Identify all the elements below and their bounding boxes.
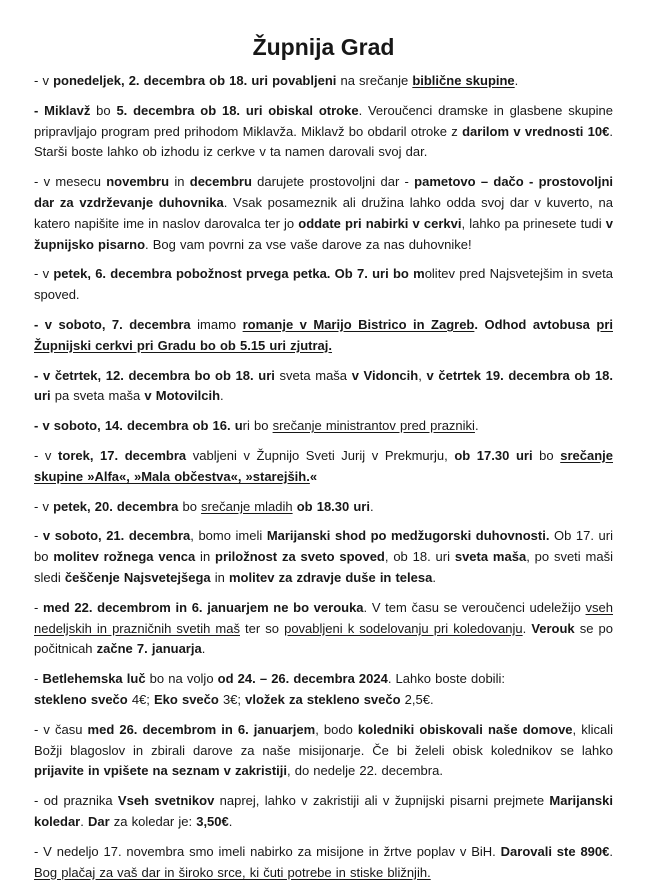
text-run: bo na voljo <box>145 671 218 687</box>
paragraph <box>34 315 613 357</box>
text-run: , do nedelje 22. decembra. <box>287 763 443 779</box>
text-run: - v <box>34 73 54 88</box>
text-run: - Miklavž <box>34 102 91 118</box>
text-run: , klicali Božji blagoslov in zbirali darove za naše misijonarje. Če bi želeli obisk kolednikov se lahko <box>34 721 614 758</box>
text-run: in <box>169 174 190 190</box>
text-run: - <box>34 528 43 544</box>
paragraph <box>34 416 613 437</box>
text-run: ob 18.30 uri <box>296 498 370 514</box>
paragraph <box>34 842 613 883</box>
text-run: , po sveti maši sledi <box>34 549 613 585</box>
text-run: ponedeljek, 2. decembra ob 18. uri povabljeni <box>53 73 337 88</box>
text-run: v Vidoncih <box>351 367 419 383</box>
text-run: - v soboto, 7. decembra <box>34 316 191 332</box>
text-run: - v soboto, 14. decembra ob 16. u <box>34 418 243 434</box>
text-run: vabljeni v Župnijo Sveti Jurij v Prekmurju, <box>186 447 455 463</box>
text-run: Verouk <box>531 620 575 636</box>
paragraph <box>34 264 613 306</box>
text-run: - v <box>34 498 54 514</box>
text-run: bo <box>90 102 117 118</box>
text-run: 2,5€. <box>400 691 434 707</box>
text-run: . <box>201 641 206 657</box>
text-run: - v <box>34 266 54 282</box>
text-run: . <box>514 73 519 88</box>
paragraph <box>34 497 613 518</box>
text-run: Marijanski shod po medžugorski duhovnosti. <box>266 528 550 544</box>
text-run: ob 17.30 uri <box>454 447 533 463</box>
text-run: 4€; <box>127 691 155 707</box>
text-run: prijavite in vpišete na seznam v zakristiji <box>34 763 287 779</box>
text-run: sveta maša <box>454 549 527 565</box>
text-run: stekleno svečo <box>34 691 128 707</box>
text-run: začne 7. januarja <box>96 641 202 657</box>
text-run: ter so <box>239 620 285 636</box>
text-run: . Veroučenci dramske in glasbene skupine pripravljajo program pred prihodom Miklavža. Miklavž bo obdaril otroke z <box>34 102 614 139</box>
text-run: ri bo <box>242 418 273 434</box>
text-run: molitev rožnega venca <box>53 549 196 565</box>
paragraph <box>34 172 613 255</box>
text-run: Vseh svetnikov <box>117 793 215 809</box>
text-run: za koledar je: <box>109 813 197 829</box>
paragraph <box>34 526 613 588</box>
text-run: sveta maša <box>274 367 352 383</box>
text-run: petek, 20. decembra <box>53 498 179 514</box>
text-run: pametovo – dačo - prostovoljni dar za vzdrževanje duhovnika <box>34 174 614 210</box>
text-run: petek, 6. decembra pobožnost prvega petka. Ob 7. uri bo m <box>53 266 425 282</box>
text-run: bo <box>178 498 202 514</box>
text-run: , bodo <box>315 721 358 737</box>
text-run: - v mesecu <box>34 174 107 190</box>
text-run: srečanje mladih <box>201 498 293 514</box>
text-run: . <box>522 620 532 636</box>
text-run: srečanje ministrantov pred prazniki <box>272 418 475 434</box>
paragraph <box>34 366 613 408</box>
text-run: , lahko pa prinesete tudi <box>461 215 606 231</box>
text-run: na srečanje <box>336 73 413 88</box>
text-run: . <box>432 569 436 585</box>
text-run: . <box>474 418 479 434</box>
text-run: . Lahko boste dobili: <box>387 671 505 687</box>
text-run: 3€; <box>218 691 246 707</box>
text-run: - od praznika <box>34 793 118 809</box>
text-run: . Starši boste lahko ob izhodu iz cerkve v ta namen darovali svoj dar. <box>34 123 613 160</box>
text-run: . Vsak posameznik ali družina lahko odda svoj dar v kuverto, na katero napišite ime in naslov darovalca ter jo <box>34 194 613 231</box>
text-run: decembru <box>189 174 252 190</box>
text-run: imamo <box>190 316 243 332</box>
text-run: molitev za zdravje duše in telesa <box>228 569 433 585</box>
text-run: med 22. decembrom in 6. januarjem ne bo verouka <box>43 599 364 615</box>
text-run: in <box>195 549 216 565</box>
page-title: Župnija Grad <box>252 34 395 60</box>
text-run: , <box>418 367 427 383</box>
paragraph <box>34 446 613 488</box>
paragraph <box>34 669 613 711</box>
text-run: 5. decembra ob 18. uri obiskal otroke <box>116 102 359 118</box>
text-run: med 26. decembrom in 6. januarjem <box>87 721 316 737</box>
text-run: , bomo imeli <box>190 528 267 544</box>
paragraph <box>34 101 613 163</box>
text-run: . Bog vam povrni za vse vaše darove za nas duhovnike! <box>145 236 472 252</box>
text-run: biblične skupine <box>412 73 515 88</box>
text-run: - v četrtek, 12. decembra bo ob 18. uri <box>34 367 275 383</box>
text-run: Darovali ste 890€ <box>500 843 610 859</box>
text-run: Marijanski koledar <box>34 793 614 829</box>
text-run: - v času <box>34 721 88 737</box>
text-run: vseh nedeljskih in prazničnih svetih maš <box>34 599 613 636</box>
text-run: priložnost za sveto spoved <box>215 549 385 565</box>
text-run: darilom v vrednosti 10€ <box>462 123 610 139</box>
text-run: torek, 17. decembra <box>58 447 187 463</box>
text-run: 3,50€ <box>196 813 229 829</box>
text-run: koledniki obiskovali naše domove <box>357 721 573 737</box>
text-run: v soboto, 21. decembra <box>42 528 191 544</box>
text-run: . <box>228 813 233 829</box>
text-run: . V tem času se veroučenci udeležijo <box>363 599 586 615</box>
paragraph <box>34 598 613 660</box>
text-run: novembru <box>106 174 170 190</box>
text-run: . <box>80 813 88 829</box>
text-run: povabljeni k sodelovanju pri koledovanju <box>284 620 523 636</box>
text-run: , ob 18. uri <box>384 549 455 565</box>
text-run: v župnijsko pisarno <box>34 215 613 252</box>
text-run: pa sveta maša <box>50 388 145 404</box>
text-run: Dar <box>87 813 110 829</box>
text-run: « <box>309 468 318 484</box>
text-run: srečanje skupine »Alfa«, »Mala občestva«, »starejših. <box>34 447 613 484</box>
text-run: darujete prostovoljni dar - <box>251 174 415 190</box>
text-run: olitev pred Najsvetejšim in sveta spoved. <box>34 266 613 303</box>
text-run: v četrtek 19. decembra ob 18. uri <box>34 367 614 404</box>
document-body <box>34 71 613 883</box>
text-run: v Motovilcih <box>144 388 221 404</box>
text-run: - <box>34 599 43 615</box>
text-run: - V nedeljo 17. novembra smo imeli nabirko za misijone in žrtve poplav v BiH. <box>34 843 501 859</box>
text-run: pri Župnijski cerkvi pri Gradu bo ob 5.15 uri zjutraj. <box>34 316 613 353</box>
text-run: - v <box>34 447 59 463</box>
text-run: vložek za stekleno svečo <box>245 691 401 707</box>
text-run: naprej, lahko v zakristiji ali v župnijski pisarni prejmete <box>214 793 550 809</box>
text-run: . <box>220 388 224 404</box>
text-run: Ob 17. uri bo <box>34 528 613 565</box>
text-run: Betlehemska luč <box>42 671 146 687</box>
text-run: Bog plačaj za vaš dar in široko srce, ki čuti potrebe in stiske bližnjih. <box>34 864 431 880</box>
text-run: in <box>210 569 229 585</box>
text-run: Eko svečo <box>154 691 219 707</box>
text-run: . <box>609 843 613 859</box>
text-run: . <box>369 498 374 514</box>
text-run: oddate pri nabirki v cerkvi <box>298 215 462 231</box>
paragraph <box>34 791 613 833</box>
text-run: romanje v Marijo Bistrico in Zagreb <box>242 316 475 332</box>
text-run: . Odhod avtobusa <box>474 316 597 332</box>
text-run: od 24. – 26. decembra 2024 <box>217 671 388 687</box>
paragraph <box>34 71 613 92</box>
text-run: se po počitnicah <box>34 620 613 657</box>
text-run: - <box>34 671 43 687</box>
text-run: bo <box>532 447 561 463</box>
text-run: češčenje Najsvetejšega <box>64 569 211 585</box>
paragraph <box>34 720 613 782</box>
